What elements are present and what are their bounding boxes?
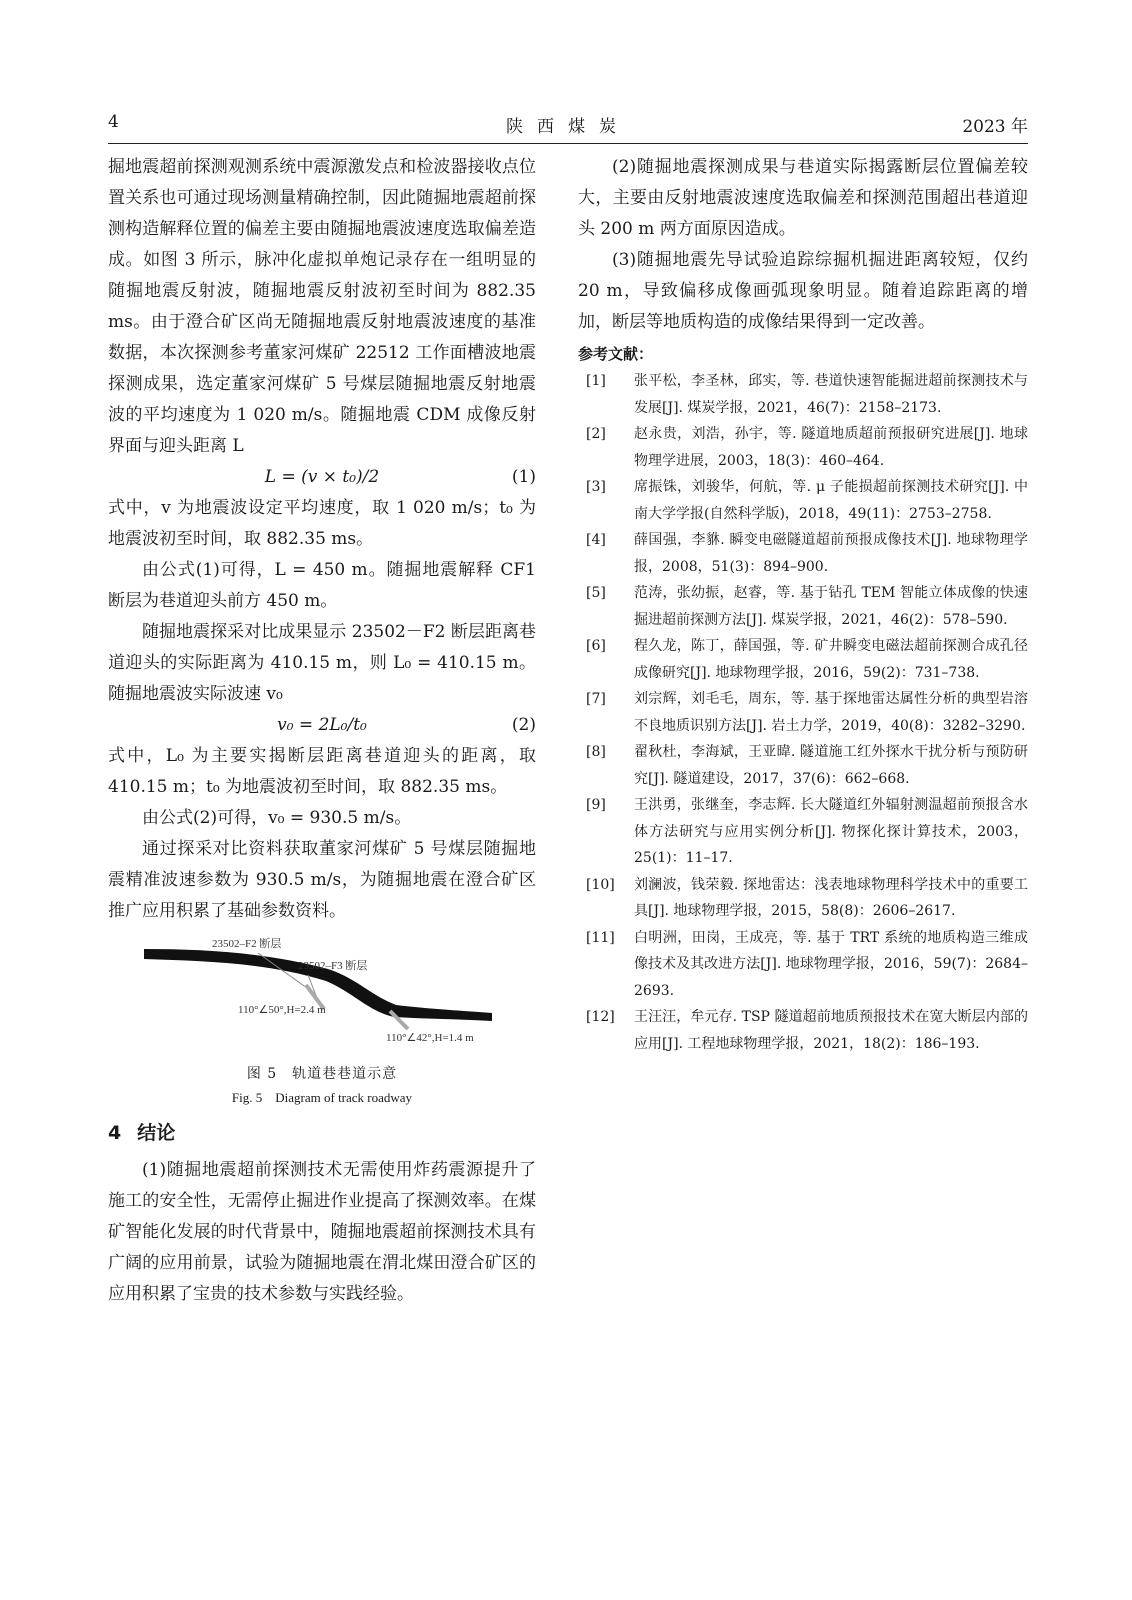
conclusion-paragraph: (1)随掘地震超前探测技术无需使用炸药震源提升了施工的安全性，无需停止掘进作业提高了探测效率。在煤矿智能化发展的时代背景中，随掘地震超前探测技术具有广阔的应用前景，试验为随掘地震在渭北煤田澄合矿区的应用积累了宝贵的技术参数与实践经验。 — [108, 1160, 536, 1304]
right-column — [578, 152, 1028, 1057]
reference-text: 王洪勇，张继奎，李志辉. 长大隧道红外辐射测温超前预报含水体方法研究与应用实例分析[J]. 物探化探计算技术，2003，25(1)：11–17. — [634, 797, 1028, 866]
body-paragraph: 由公式(1)可得，L = 450 m。随掘地震解释 CF1 断层为巷道迎头前方 450 m。 — [108, 560, 536, 611]
fault-f3-label: 23502–F3 断层 — [298, 960, 368, 972]
conclusion-paragraph: (2)随掘地震探测成果与巷道实际揭露断层位置偏差较大，主要由反射地震波速度选取偏差和探测范围超出巷道迎头 200 m 两方面原因造成。 — [578, 157, 1028, 239]
equation-expression: L = (v × t₀)/2 — [264, 467, 380, 487]
body-paragraph: 通过探采对比资料获取董家河煤矿 5 号煤层随掘地震精准波速参数为 930.5 m/s，为随掘地震在澄合矿区推广应用积累了基础参数资料。 — [108, 839, 536, 921]
section-heading — [108, 1118, 536, 1145]
reference-item — [578, 872, 1028, 925]
reference-number: [2] — [586, 426, 606, 442]
running-header — [108, 112, 1028, 146]
reference-number: [11] — [586, 929, 615, 946]
reference-number: [10] — [586, 876, 615, 893]
reference-item — [578, 421, 1028, 474]
reference-item — [578, 527, 1028, 580]
body-paragraph: 由公式(2)可得，v₀ = 930.5 m/s。 — [142, 808, 412, 828]
reference-text: 刘宗辉，刘毛毛，周东，等. 基于探地雷达属性分析的典型岩溶不良地质识别方法[J]. 岩土力学，2019，40(8)：3282–3290. — [634, 691, 1028, 734]
reference-text: 翟秋杜，李海斌，王亚暐. 隧道施工红外探水干扰分析与预防研究[J]. 隧道建设，2017，37(6)：662–668. — [634, 744, 1028, 787]
reference-number: [5] — [586, 585, 606, 601]
reference-text: 范涛，张幼振，赵睿，等. 基于钻孔 TEM 智能立体成像的快速掘进超前探测方法[J]. 煤炭学报，2021，46(2)：578–590. — [634, 585, 1028, 628]
reference-item — [578, 368, 1028, 421]
reference-number: [4] — [586, 532, 606, 548]
roadway-figure — [108, 935, 536, 1059]
reference-number: [8] — [586, 744, 606, 760]
body-paragraph: 式中，L₀ 为主要实揭断层距离巷道迎头的距离，取 410.15 m；t₀ 为地震波初至时间，取 882.35 ms。 — [108, 746, 536, 797]
reference-number: [3] — [586, 479, 606, 495]
reference-number: [12] — [586, 1009, 615, 1025]
figure-caption-cn: 图 5 轨道巷巷道示意 — [246, 1066, 398, 1082]
equation-1 — [108, 462, 536, 493]
equation-expression: v₀ = 2L₀/t₀ — [277, 715, 367, 735]
reference-text: 王汪汪，牟元存. TSP 隧道超前地质预报技术在宽大断层内部的应用[J]. 工程地球物理学报，2021，18(2)：186–193. — [634, 1009, 1028, 1052]
publication-year: 2023 年 — [962, 117, 1028, 137]
reference-number: [1] — [586, 373, 606, 389]
equation-number: (2) — [511, 715, 536, 735]
reference-text: 薛国强，李貅. 瞬变电磁隧道超前预报成像技术[J]. 地球物理学报，2008，51(3)：894–900. — [634, 532, 1028, 575]
journal-name: 陕西煤炭 — [506, 117, 630, 137]
reference-text: 刘澜波，钱荣毅. 探地雷达：浅表地球物理科学技术中的重要工具[J]. 地球物理学报，2015，58(8)：2606–2617. — [634, 876, 1028, 919]
reference-text: 席振铢，刘骏华，何航，等. μ 子能损超前探测技术研究[J]. 中南大学学报(自然科学版)，2018，49(11)：2753–2758. — [634, 479, 1028, 522]
equation-number: (1) — [511, 467, 536, 487]
reference-text: 赵永贵，刘浩，孙宇，等. 隧道地质超前预报研究进展[J]. 地球物理学进展，2003，18(3)：460–464. — [634, 426, 1028, 469]
body-paragraph: 随掘地震探采对比成果显示 23502－F2 断层距离巷道迎头的实际距离为 410.15 m，则 L₀ = 410.15 m。随掘地震波实际波速 v₀ — [108, 622, 536, 704]
reference-text: 程久龙，陈丁，薛国强，等. 矿井瞬变电磁法超前探测合成孔径成像研究[J]. 地球物理学报，2016，59(2)：731–738. — [634, 638, 1028, 681]
reference-number: [9] — [586, 797, 606, 813]
reference-item — [578, 474, 1028, 527]
dip-label-1: 110°∠50°,H=2.4 m — [238, 1004, 326, 1016]
page-number: 4 — [108, 112, 119, 132]
reference-item — [578, 633, 1028, 686]
conclusion-paragraph: (3)随掘地震先导试验追踪综掘机掘进距离较短，仅约 20 m，导致偏移成像画弧现象明显。随着追踪距离的增加，断层等地质构造的成像结果得到一定改善。 — [578, 250, 1028, 332]
section-number: 4 — [108, 1122, 122, 1144]
fault-f2-label: 23502–F2 断层 — [212, 938, 282, 950]
reference-number: [7] — [586, 691, 606, 707]
header-rule — [108, 143, 1028, 144]
reference-text: 张平松，李圣林，邱实，等. 巷道快速智能掘进超前探测技术与发展[J]. 煤炭学报，2021，46(7)：2158–2173. — [634, 373, 1028, 416]
reference-text: 白明洲，田岗，王成亮，等. 基于 TRT 系统的地质构造三维成像技术及其改进方法[J]. 地球物理学报，2016，59(7)：2684–2693. — [634, 929, 1028, 999]
figure-caption-en: Fig. 5 Diagram of track roadway — [231, 1090, 413, 1105]
reference-list — [578, 368, 1028, 1057]
reference-item — [578, 792, 1028, 872]
dip-label-2: 110°∠42°,H=1.4 m — [386, 1032, 474, 1044]
reference-item — [578, 686, 1028, 739]
reference-item — [578, 580, 1028, 633]
reference-item — [578, 925, 1028, 1005]
references-heading: 参考文献： — [578, 345, 654, 363]
equation-2 — [108, 710, 536, 741]
reference-number: [6] — [586, 638, 606, 654]
body-paragraph: 掘地震超前探测观测系统中震源激发点和检波器接收点位置关系也可通过现场测量精确控制，因此随掘地震超前探测构造解释位置的偏差主要由随掘地震波速度选取偏差造成。如图 3 所示，脉冲化虚拟单炮记录存在一组明显的随掘地震反射波，随掘地震反射波初至时间为 882.35 ms。由于澄合矿区尚无随掘地震反射地震波速度的基准数据，本次探测参考董家河煤矿 22512 工作面槽波地震探测成果，选定董家河煤矿 5 号煤层随掘地震反射地震波的平均速度为 1 020 m/s。随掘地震 CDM 成像反射界面与迎头距离 L — [108, 157, 536, 456]
left-column — [108, 152, 536, 1310]
section-title: 结论 — [137, 1122, 176, 1144]
body-paragraph: 式中，v 为地震波设定平均速度，取 1 020 m/s；t₀ 为地震波初至时间，取 882.35 ms。 — [108, 498, 536, 549]
reference-item — [578, 739, 1028, 792]
reference-item — [578, 1004, 1028, 1057]
